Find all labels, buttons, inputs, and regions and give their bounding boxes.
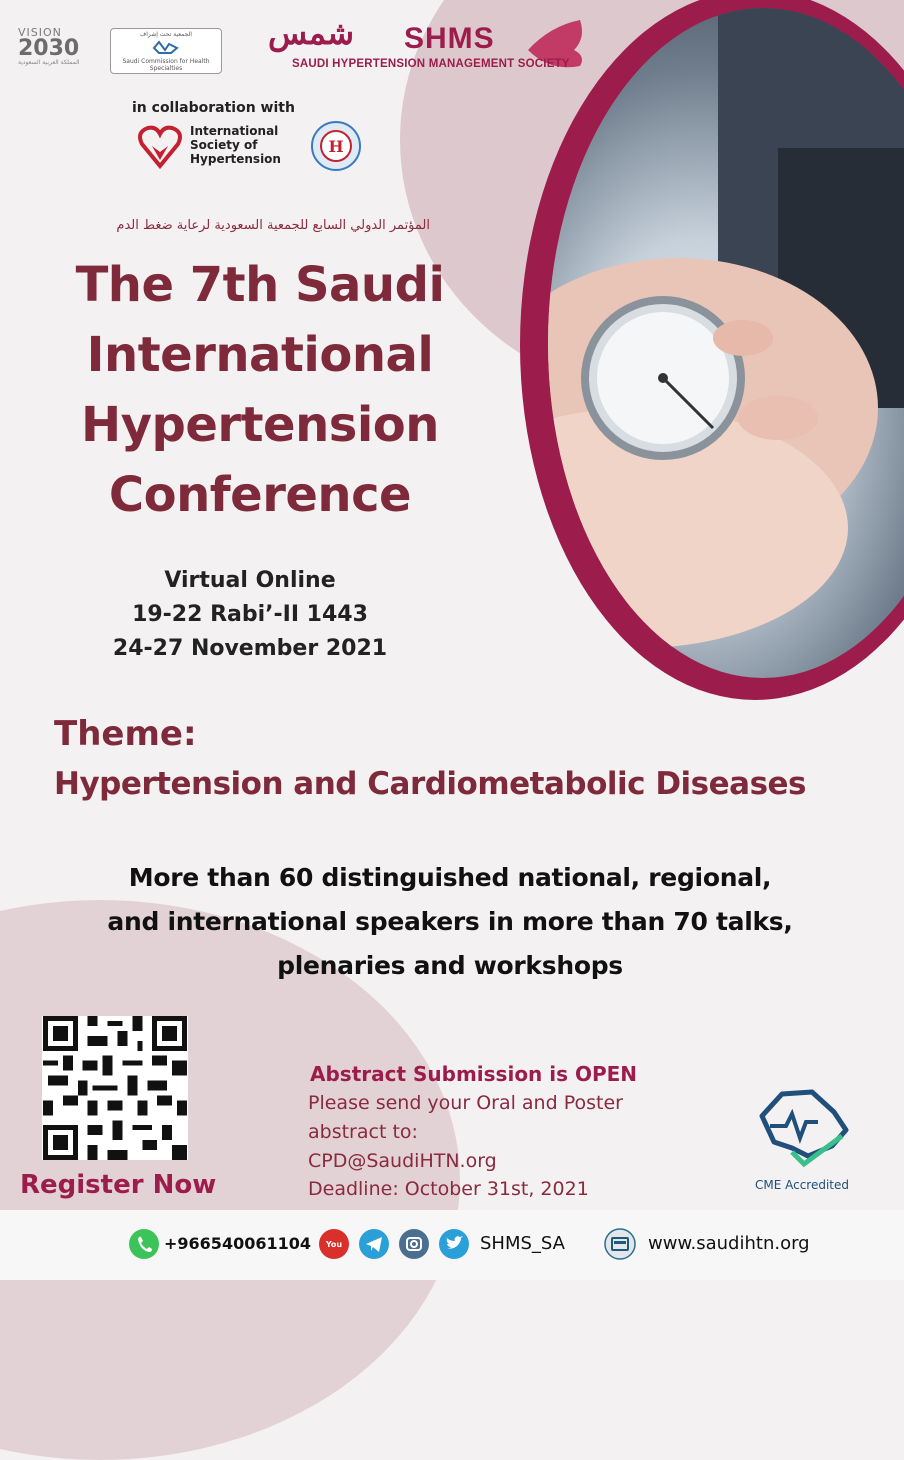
vision-year: 2030 [18,36,80,61]
title-line-3: Hypertension [81,397,439,453]
phone-number[interactable]: +966540061104 [164,1234,311,1253]
abstract-line-2: abstract to: [308,1121,418,1143]
title-line-1: The 7th Saudi [75,257,445,313]
scfhs-arabic: الجمعية تحت إشراف [140,31,192,38]
abstract-email-link[interactable]: CPD@SaudiHTN.org [308,1150,497,1172]
vision-2030-logo [18,26,98,74]
arabic-conference-title: المؤتمر الدولي السابع للجمعية السعودية لرعاية ضغط الدم [116,218,430,233]
vision-country: المملكة العربية السعودية [18,59,80,66]
shms-arabic-logo: شمس [268,14,355,52]
speakers-line-1: More than 60 distinguished national, regional, [128,863,772,892]
scfhs-logo [110,28,222,74]
ish-heart-icon [136,122,184,170]
speakers-line-2: and international speakers in more than 70 talks, [107,907,793,936]
abstract-line-1: Please send your Oral and Poster [308,1092,623,1114]
social-handle[interactable]: SHMS_SA [480,1233,565,1254]
scfhs-icon [151,38,181,56]
abstract-deadline: Deadline: October 31st, 2021 [308,1178,589,1200]
collaboration-label: in collaboration with [132,100,295,116]
cme-accredited-label: CME Accredited [754,1178,850,1192]
vision-label: VISION [18,26,62,39]
website-link[interactable]: www.saudihtn.org [648,1233,810,1254]
theme-label: Theme: [54,714,197,754]
ish-line-2: Society of [190,138,258,152]
registration-qr-code[interactable] [42,1016,188,1160]
youtube-icon[interactable] [318,1228,350,1260]
conference-mode: Virtual Online [164,568,336,593]
shms-heart-icon [520,16,586,86]
title-line-4: Conference [108,467,412,523]
hijri-dates: 19-22 Rabi’-II 1443 [132,602,368,627]
shms-english-logo: SHMS [404,22,495,55]
gregorian-dates: 24-27 November 2021 [112,636,388,661]
twitter-icon[interactable] [438,1228,470,1260]
abstract-heading: Abstract Submission is OPEN [310,1062,638,1086]
telegram-icon[interactable] [358,1228,390,1260]
theme-text: Hypertension and Cardiometabolic Diseases [54,766,807,802]
conference-details [60,564,440,666]
conference-title [40,250,480,530]
instagram-icon[interactable] [398,1228,430,1260]
whatsapp-icon[interactable] [128,1228,160,1260]
speakers-summary [40,856,860,988]
ish-line-1: International [190,124,279,138]
title-line-2: International [86,327,434,383]
ish-line-3: Hypertension [190,152,281,166]
world-hypertension-league-logo [296,112,376,172]
cme-accredited-icon [752,1086,852,1176]
svg-text:H: H [328,137,344,156]
ish-name [190,124,281,166]
scfhs-english: Saudi Commission for Health Specialties [122,58,210,72]
shms-subtitle: SAUDI HYPERTENSION MANAGEMENT SOCIETY [292,58,570,70]
svg-text:You: You [325,1240,343,1249]
website-icon[interactable] [604,1228,636,1260]
speakers-line-3: plenaries and workshops [277,951,623,980]
register-now-link[interactable]: Register Now [20,1170,217,1200]
